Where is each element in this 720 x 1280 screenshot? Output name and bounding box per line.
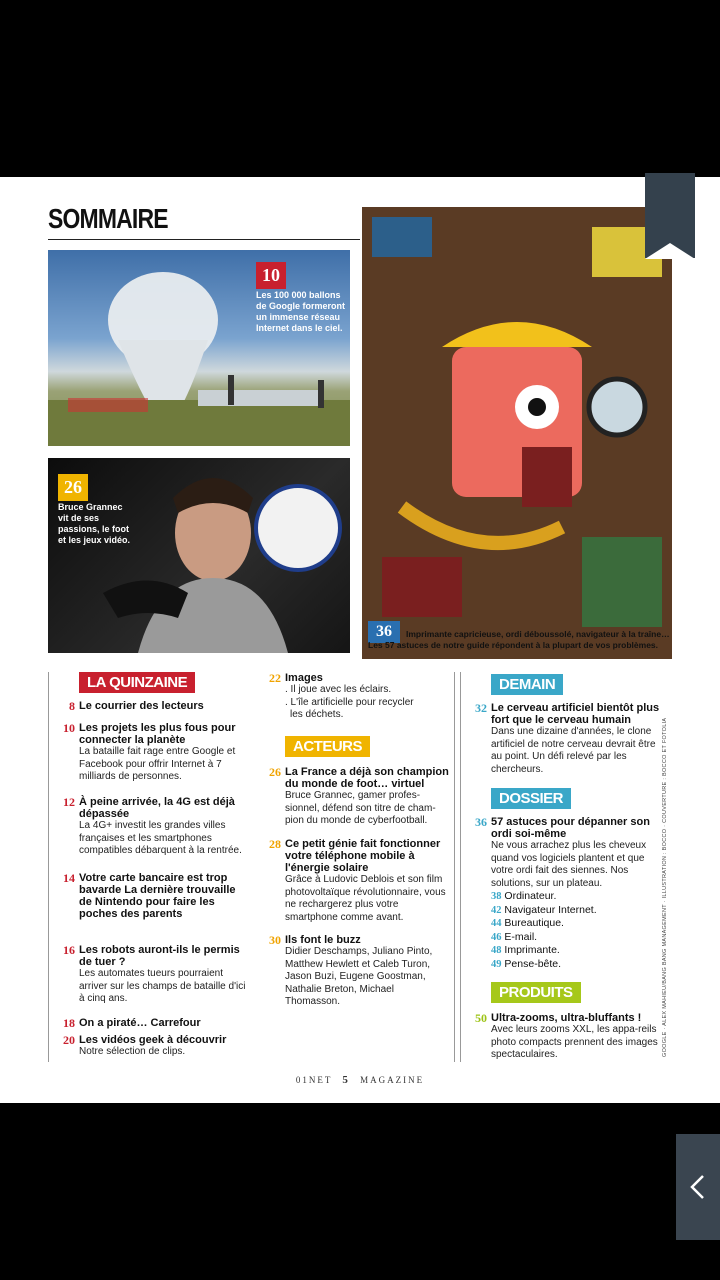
toc-entry[interactable] — [255, 934, 450, 1009]
entry-summary: Bruce Grannec, gamer profes-sionnel, défend son titre de cham-pion du monde de cyberfootball. — [285, 790, 436, 826]
toc-entry[interactable] — [49, 944, 249, 1006]
photo-number-badge: 26 — [58, 474, 88, 501]
sub-title: Imprimante. — [504, 944, 560, 956]
entry-item: . Il joue avec les éclairs. — [285, 684, 392, 695]
toc-entry[interactable] — [461, 816, 661, 971]
gamer-illustration — [48, 458, 350, 653]
toc-column-middle — [255, 672, 455, 1062]
balloon-caption — [256, 290, 345, 334]
toc-entry[interactable] — [49, 796, 249, 858]
entry-title: Votre carte bancaire est trop bavarde La dernière trouvaille de Nintendo pour faire les poches des parents — [79, 872, 236, 920]
bookmark-icon[interactable] — [645, 173, 695, 258]
caption-line: Les 57 astuces de notre guide répondent à la plupart de vos problèmes. — [368, 640, 659, 650]
balloon-photo — [48, 250, 350, 446]
entry-summary: Didier Deschamps, Juliano Pinto, Matthew Hewlett et Caleb Turon, Jason Buzi, Eugene Goostman, Nathalie Breton, Michael Thomasson. — [285, 946, 433, 1007]
toc-entry[interactable] — [49, 722, 249, 784]
entry-title: Les projets les plus fous pour connecter la planète — [79, 722, 236, 746]
entry-summary: Avec leurs zooms XXL, les appa-reils photo compacts prennent des images spectaculaires. — [491, 1024, 658, 1060]
sublist-item[interactable] — [491, 958, 661, 972]
title-rule — [48, 239, 360, 240]
caption-line: vit de ses — [58, 513, 100, 523]
entry-title: À peine arrivée, la 4G est déjà dépassée — [79, 796, 235, 820]
magazine-page — [0, 177, 720, 1103]
entry-title: Le courrier des lecteurs — [79, 700, 204, 712]
footer-magazine: MAGAZINE — [360, 1075, 425, 1085]
entry-title: La France a déjà son champion du monde de foot… virtuel — [285, 766, 449, 790]
page-number: 32 — [475, 701, 487, 715]
robot-illustration — [362, 207, 672, 659]
toc-entry[interactable] — [461, 1012, 661, 1062]
credits-text: GOOGLE · ALEX MAHIEU/BANG BANG MANAGEMENT · ILLUSTRATION : BOCCO · COUVERTURE : BOCCO ET FOTOLIA — [662, 717, 668, 1057]
sublist-item[interactable] — [491, 890, 661, 904]
caption-line: Imprimante capricieuse, ordi déboussolé, navigateur à la traîne… — [406, 629, 670, 639]
entry-summary: La bataille fait rage entre Google et Facebook pour offrir Internet à 7 milliards de personnes. — [79, 746, 236, 782]
photo-credits — [662, 717, 674, 1057]
sub-page-number: 44 — [491, 918, 502, 929]
page-number: 30 — [269, 933, 281, 947]
section-label-produits: PRODUITS — [491, 982, 581, 1003]
toc-column-left — [48, 672, 248, 1062]
toc-entry[interactable] — [49, 700, 249, 712]
toc-entry[interactable] — [461, 702, 661, 776]
gamer-photo — [48, 458, 350, 653]
sub-page-number: 42 — [491, 904, 502, 916]
entry-summary: Dans une dizaine d'années, le clone artificiel de notre cerveau devrait être au point. Un défi relevé par les chercheurs. — [491, 726, 656, 775]
page-number: 18 — [63, 1016, 75, 1030]
entry-summary: Grâce à Ludovic Deblois et son film photovoltaïque révolutionnaire, vous ne rechargerez plus votre smartphone comme avant. — [285, 874, 446, 923]
footer-brand: 01NET — [295, 1075, 333, 1085]
sub-title: Navigateur Internet. — [504, 903, 597, 916]
sub-page-number: 46 — [491, 931, 502, 943]
sub-page-number: 48 — [491, 945, 502, 956]
toc-entry[interactable] — [49, 1034, 249, 1059]
page-number: 28 — [269, 837, 281, 851]
caption-line: passions, le foot — [58, 524, 130, 534]
caption-line: un immense réseau — [256, 312, 341, 322]
page-title: SOMMAIRE — [48, 203, 168, 234]
page-number: 26 — [269, 765, 281, 779]
caption-line: Les 100 000 ballons — [256, 290, 341, 300]
page-number: 22 — [269, 671, 281, 685]
toc-entry[interactable] — [49, 1017, 249, 1029]
entry-item: les déchets. — [290, 709, 344, 720]
sublist-item[interactable] — [491, 931, 661, 945]
page-number: 50 — [475, 1011, 487, 1025]
caption-line: de Google formeront — [256, 301, 346, 311]
sub-title: Bureautique. — [504, 917, 564, 929]
entry-title: 57 astuces pour dépanner son ordi soi-même — [491, 816, 650, 840]
entry-item: . L'île artificielle pour recycler — [285, 696, 414, 708]
sub-title: Pense-bête. — [504, 957, 562, 970]
page-number: 36 — [475, 815, 487, 829]
photo-number-badge: 36 — [368, 621, 400, 643]
photo-number-badge: 10 — [256, 262, 286, 289]
footer-page-number: 5 — [342, 1074, 350, 1086]
toc-entry[interactable] — [49, 872, 249, 920]
entry-title: On a piraté… Carrefour — [79, 1017, 201, 1029]
page-nav-button[interactable] — [676, 1134, 720, 1240]
robot-art — [362, 207, 672, 659]
caption-line: et les jeux vidéo. — [58, 535, 131, 545]
sub-page-number: 49 — [491, 958, 502, 970]
page-number: 14 — [63, 871, 75, 885]
balloon-illustration — [48, 250, 350, 446]
entry-title: Les vidéos geek à découvrir — [79, 1034, 227, 1046]
entry-title: Images — [285, 672, 323, 684]
sub-title: E-mail. — [504, 930, 538, 943]
page-number: 16 — [63, 943, 75, 957]
sub-title: Ordinateur. — [504, 890, 557, 902]
dossier-sublist — [491, 890, 661, 971]
section-label-acteurs: ACTEURS — [285, 736, 370, 757]
page-number: 8 — [69, 699, 75, 713]
toc-entry[interactable] — [255, 838, 450, 924]
entry-summary: La 4G+ investit les grandes villes françaises et les smartphones compatibles débarquent à la rentrée. — [79, 820, 242, 856]
caption-line: Internet dans le ciel. — [256, 323, 343, 333]
caption-line: Bruce Grannec — [58, 502, 123, 512]
sublist-item[interactable] — [491, 904, 661, 918]
entry-title: Ils font le buzz — [285, 934, 361, 946]
page-number: 20 — [63, 1033, 75, 1047]
sublist-item[interactable] — [491, 917, 661, 931]
entry-title: Ultra-zooms, ultra-bluffants ! — [491, 1012, 642, 1024]
section-label-quinzaine: LA QUINZAINE — [79, 672, 195, 693]
toc-entry[interactable] — [255, 766, 450, 828]
page-footer — [0, 1074, 720, 1086]
entry-summary: Les automates tueurs pourraient arriver sur les champs de bataille d'ici à cinq ans. — [79, 968, 246, 1004]
chevron-left-icon — [688, 1174, 708, 1200]
section-label-demain: DEMAIN — [491, 674, 563, 695]
entry-summary: Notre sélection de clips. — [79, 1046, 186, 1057]
toc-entry[interactable] — [255, 672, 450, 722]
section-label-dossier: DOSSIER — [491, 788, 571, 809]
toc-column-right — [460, 672, 660, 1062]
page-number: 12 — [63, 795, 75, 809]
sub-page-number: 38 — [491, 891, 502, 902]
sublist-item[interactable] — [491, 944, 661, 958]
gamer-caption — [58, 502, 130, 546]
page-number: 10 — [63, 721, 75, 735]
entry-title: Les robots auront-ils le permis de tuer ? — [79, 944, 240, 968]
entry-title: Ce petit génie fait fonctionner votre téléphone mobile à l'énergie solaire — [285, 838, 441, 874]
entry-title: Le cerveau artificiel bientôt plus fort que le cerveau humain — [491, 702, 660, 726]
entry-summary: Ne vous arrachez plus les cheveux quand vos logiciels plantent et que votre ordi fait des siennes. Nos solutions, sur un plateau. — [491, 840, 647, 889]
